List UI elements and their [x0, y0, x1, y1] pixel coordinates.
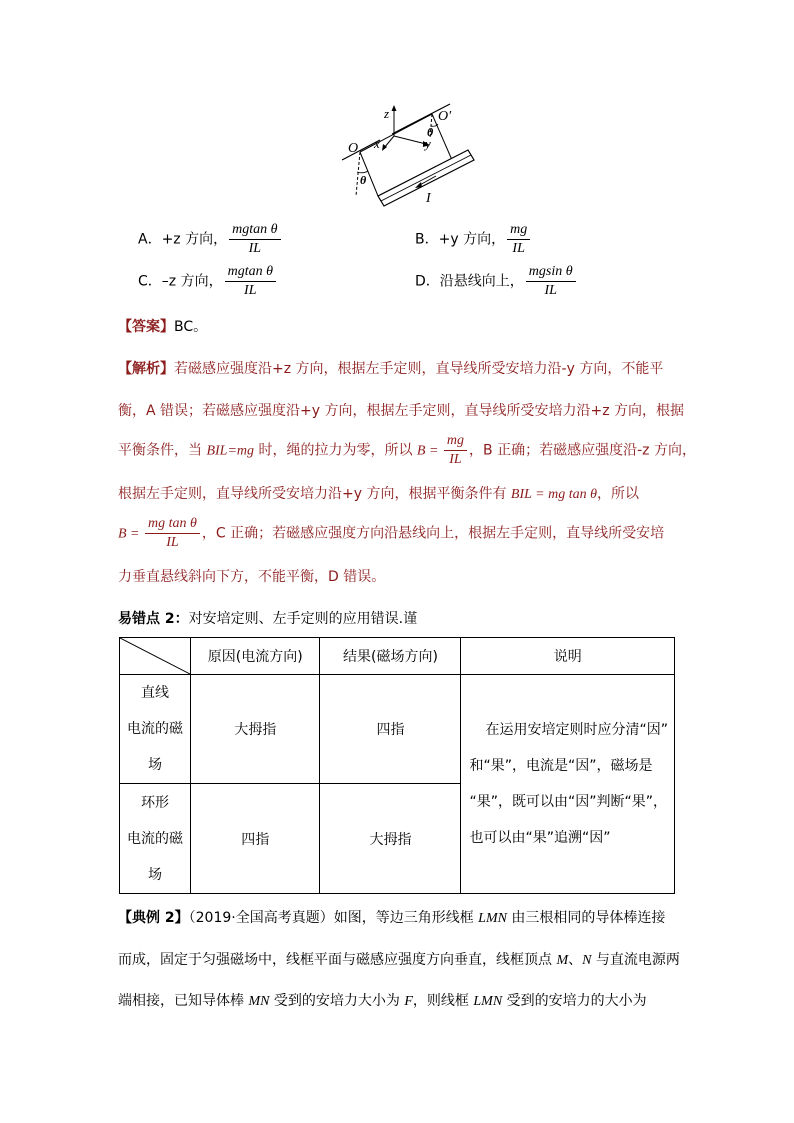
analysis-formula-b: B = [416, 443, 442, 459]
error-point-2-label: 易错点 2： [118, 611, 189, 627]
analysis-line-6 [118, 566, 385, 586]
table-row [120, 675, 675, 784]
label-x: x [374, 136, 380, 151]
option-d [415, 264, 578, 299]
row1-label-line-1: 直线 [141, 685, 169, 701]
example-2-f: F [404, 994, 413, 1009]
option-b [415, 222, 532, 257]
option-b-denominator: IL [512, 241, 525, 256]
table-header-cause: 原因(电流方向) [191, 638, 320, 675]
option-a [138, 222, 283, 257]
analysis-text-1: 若磁感应强度沿+z 方向，根据左手定则，直导线所受安培力沿-y 方向，不能平 [174, 361, 664, 377]
option-a-numerator: mgtan θ [229, 222, 280, 240]
row2-label-line-1: 环形 [141, 794, 169, 811]
label-o: O [348, 141, 359, 156]
rule-comparison-table [119, 637, 675, 894]
analysis-tag: 【解析】 [118, 361, 174, 377]
row1-label-line-3: 场 [148, 757, 162, 773]
analysis-text-5b: ，C 正确；若磁感应强度方向沿悬线向上，根据左手定则，直导线所受安培 [201, 525, 665, 542]
option-d-prefix: D．沿悬线向上， [415, 273, 524, 290]
option-a-denominator: IL [248, 241, 262, 256]
analysis-fraction2-denominator: IL [166, 535, 179, 550]
error-point-2-text: 对安培定则、左手定则的应用错误.谨 [188, 611, 418, 627]
answer-text: BC。 [174, 319, 208, 335]
example-2-text-2e: 与直流电源两 [591, 952, 680, 968]
analysis-formula-b2: B = [118, 526, 143, 542]
analysis-formula-bil: BIL=mg [206, 443, 255, 459]
option-c [138, 264, 278, 299]
option-c-prefix: C．–z 方向， [138, 273, 223, 290]
table-note-cell [461, 675, 675, 894]
error-point-2 [118, 608, 417, 628]
analysis-line-5 [118, 516, 664, 551]
diagonal-line [120, 638, 190, 674]
row2-effect: 大拇指 [320, 784, 461, 894]
note-line-3: “果”，既可以由“因”判断“果”， [469, 794, 668, 810]
label-theta-left: θ [360, 173, 367, 187]
note-line-1: 在运用安培定则时应分清“因” [485, 722, 668, 738]
example-2-text-3a: 端相接，已知导体棒 [118, 993, 249, 1009]
option-b-numerator: mg [507, 222, 530, 240]
analysis-text-2: 衡，A 错误；若磁感应强度沿+y 方向，根据左手定则，直导线所受安培力沿+z 方向，根据 [118, 403, 685, 419]
row2-label-line-2: 电流的磁 [127, 830, 183, 847]
physics-diagram [330, 100, 490, 215]
example-2-line-3 [118, 990, 647, 1010]
example-2-lmn: LMN [478, 911, 507, 926]
analysis-text-3c: 时，绳的拉力为零，所以 [254, 442, 417, 459]
label-z: z [384, 106, 390, 121]
example-2-text-2a: 而成，固定于匀强磁场中，线框平面与磁感应强度方向垂直，线框顶点 [118, 952, 557, 968]
table-row-label-straight [120, 675, 191, 784]
option-a-prefix: A．+z 方向， [138, 231, 228, 248]
example-2-n: N [582, 953, 592, 968]
analysis-line-2 [118, 400, 684, 420]
option-b-prefix: B．+y 方向， [415, 231, 506, 248]
example-2-lmn-2: LMN [473, 994, 503, 1009]
analysis-text-4c: ，所以 [597, 486, 639, 502]
example-2-line-1 [118, 907, 665, 927]
option-c-denominator: IL [244, 283, 257, 298]
label-theta-right: θ [427, 125, 434, 139]
row1-effect: 四指 [320, 675, 461, 784]
table-header-effect: 结果(磁场方向) [320, 638, 461, 675]
analysis-text-3a: 平衡条件，当 [118, 442, 207, 459]
analysis-text-4a: 根据左手定则，直导线所受安培力沿+y 方向，根据平衡条件有 [118, 486, 511, 502]
option-d-denominator: IL [544, 283, 557, 298]
example-2-text-1c: 由三根相同的导体棒连接 [506, 910, 666, 926]
analysis-line-4 [118, 483, 639, 503]
analysis-formula-balance: BIL = mg tan θ [510, 487, 597, 502]
example-2-m: M [556, 953, 569, 968]
analysis-fraction2-numerator: mg tan θ [145, 516, 200, 534]
row2-cause: 四指 [191, 784, 320, 894]
note-line-2: 和“果”，电流是“因”，磁场是 [469, 758, 653, 774]
table-corner-cell [120, 638, 191, 675]
example-2-mn: MN [248, 994, 270, 1009]
analysis-line-3 [118, 433, 696, 468]
note-line-4: 也可以由“果”追溯“因” [469, 830, 611, 846]
example-2-tag: 【典例 2】 [118, 910, 189, 926]
table-header-note: 说明 [461, 638, 675, 675]
table-row-label-ring [120, 784, 191, 894]
row1-cause: 大拇指 [191, 675, 320, 784]
label-current-i: I [426, 191, 431, 206]
example-2-text-3e: ，则线框 [412, 993, 474, 1009]
option-d-numerator: mgsin θ [526, 264, 576, 282]
example-2-text-2c: 、 [568, 952, 583, 968]
analysis-line-1 [118, 358, 663, 378]
table-header-row [120, 638, 675, 675]
example-2-text-3c: 受到的安培力大小为 [269, 993, 405, 1009]
option-c-numerator: mgtan θ [225, 264, 276, 282]
label-y: y [425, 136, 431, 151]
answer-tag: 【答案】 [118, 319, 174, 335]
row2-label-line-3: 场 [148, 866, 162, 883]
example-2-text-1a: （2019·全国高考真题）如图，等边三角形线框 [188, 910, 479, 926]
example-2-line-2 [118, 949, 680, 969]
analysis-fraction-numerator: mg [444, 433, 467, 451]
row1-label-line-2: 电流的磁 [127, 721, 183, 737]
analysis-text-3e: ，B 正确；若磁感应强度沿-z 方向， [469, 442, 696, 459]
analysis-text-6: 力垂直悬线斜向下方，不能平衡，D 错误。 [118, 569, 386, 585]
example-2-text-3g: 受到的安培力的大小为 [502, 993, 647, 1009]
answer [118, 316, 207, 336]
analysis-fraction-denominator: IL [449, 452, 462, 467]
label-o-prime: O′ [438, 109, 452, 124]
